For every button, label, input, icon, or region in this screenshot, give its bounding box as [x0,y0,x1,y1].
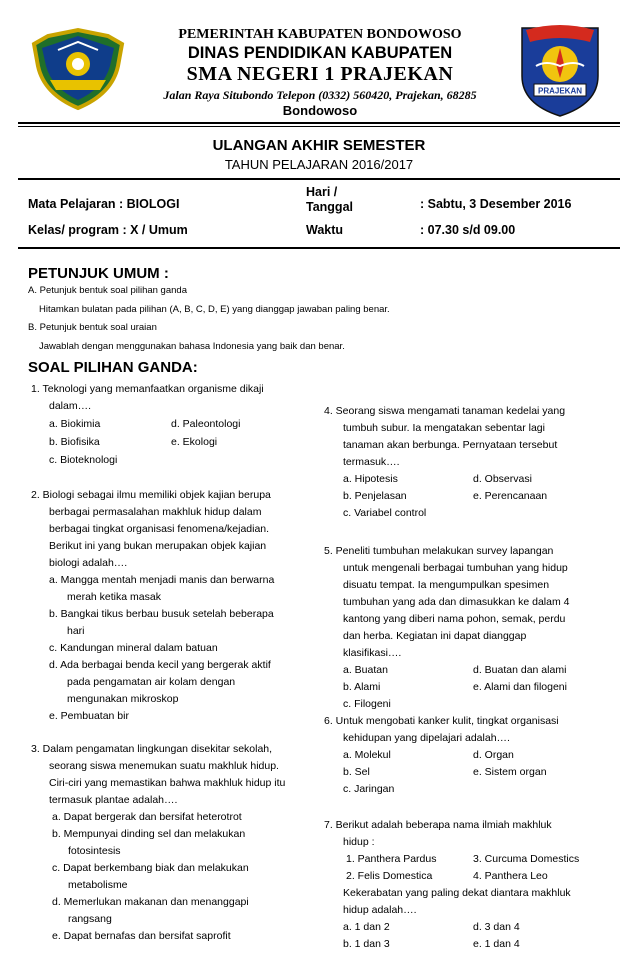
question-5-option-a: a. Buatan [343,664,388,676]
question-3-line: termasuk plantae adalah…. [49,794,178,806]
question-2-line: biologi adalah…. [49,557,128,569]
question-2-line: Berikut ini yang bukan merupakan objek kajian [49,540,267,552]
question-2-option-e: e. Pembuatan bir [49,710,129,722]
question-5-option-c: c. Filogeni [343,698,391,710]
question-2-line: berbagai tingkat organisasi fenomena/kejadian. [49,523,270,535]
question-4-line: tumbuh subur. Ia mengatakan sebentar lagi [343,422,545,434]
question-2-option-b: b. Bangkai tikus berbau busuk setelah beberapa [49,608,274,620]
question-5-line: dan herba. Kegiatan ini dapat dianggap [343,630,527,642]
logo-text: PRAJEKAN [537,86,583,96]
question-7-line: hidup adalah…. [343,904,417,916]
instruction-a: A. Petunjuk bentuk soal pilihan ganda [28,285,187,296]
question-6-line: kehidupan yang dipelajari adalah…. [343,732,510,744]
question-6-option-a: a. Molekul [343,749,391,761]
question-4-option-e: e. Perencanaan [473,490,548,502]
question-6-option-d: d. Organ [473,749,514,761]
question-6-option-e: e. Sistem organ [473,766,547,778]
question-3-line: seorang siswa menemukan suatu makhluk hidup. [49,760,279,772]
question-7-item-4: 4. Panthera Leo [473,870,548,882]
question-3-option-e: e. Dapat bernafas dan bersifat saprofit [52,930,231,942]
question-1-option-d: d. Paleontologi [171,418,241,430]
question-3-option-d-cont: rangsang [68,913,112,925]
question-2-line: berbagai permasalahan makhluk hidup dalam [49,506,262,518]
question-6-option-c: c. Jaringan [343,783,395,795]
instructions-title: PETUNJUK UMUM : [28,265,169,282]
question-5-line: disuatu tempat. Ia mengumpulkan spesimen [343,579,550,591]
question-3-option-b: b. Mempunyai dinding sel dan melakukan [52,828,246,840]
question-3-option-b-cont: fotosintesis [68,845,121,857]
question-5-line: klasifikasi…. [343,647,402,659]
instruction-b-text: Jawablah dengan menggunakan bahasa Indonesia yang baik dan benar. [39,341,345,352]
questions-title: SOAL PILIHAN GANDA: [28,359,198,376]
question-3-line: 3. Dalam pengamatan lingkungan disekitar sekolah, [31,743,273,755]
question-5-option-e: e. Alami dan filogeni [473,681,567,693]
question-3-option-c: c. Dapat berkembang biak dan melakukan [52,862,249,874]
question-5-option-d: d. Buatan dan alami [473,664,567,676]
question-7-line: Kekerabatan yang paling dekat diantara makhluk [343,887,571,899]
question-7-item-2: 2. Felis Domestica [346,870,433,882]
question-2-option-a: a. Mangga mentah menjadi manis dan berwarna [49,574,275,586]
exam-year: TAHUN PELAJARAN 2016/2017 [224,157,414,172]
question-1-line: 1. Teknologi yang memanfaatkan organisme dikaji [31,383,264,395]
city-name: Bondowoso [282,103,358,118]
question-2-option-c: c. Kandungan mineral dalam batuan [49,642,218,654]
question-7-option-e: e. 1 dan 4 [473,938,520,950]
question-7-item-1: 1. Panthera Pardus [346,853,437,865]
school-address: Jalan Raya Situbondo Telepon (0332) 560420, Prajekan, 68285 [163,88,477,102]
subject-field: Mata Pelajaran : BIOLOGI [28,197,180,211]
question-1-option-b: b. Biofisika [49,436,100,448]
question-7-line: 7. Berikut adalah beberapa nama ilmiah makhluk [324,819,552,831]
question-4-option-b: b. Penjelasan [343,490,407,502]
question-5-line: 5. Peneliti tumbuhan melakukan survey lapangan [324,545,554,557]
date-label-line-2: Tanggal [306,200,353,214]
date-label-line-1: Hari / [306,185,338,199]
time-value: : 07.30 s/d 09.00 [420,223,516,237]
question-7-option-a: a. 1 dan 2 [343,921,390,933]
question-7-option-d: d. 3 dan 4 [473,921,520,933]
question-2-option-d: d. Ada berbagai benda kecil yang bergerak aktif [49,659,271,671]
question-5-line: kantong yang diberi nama pohon, semak, perdu [343,613,566,625]
question-3-line: Ciri-ciri yang memastikan bahwa makhluk hidup itu [49,777,286,789]
time-label: Waktu [306,223,344,237]
question-3-option-a: a. Dapat bergerak dan bersifat heterotrot [52,811,242,823]
question-5-line: untuk mengenali berbagai tumbuhan yang hidup [343,562,568,574]
instruction-b: B. Petunjuk bentuk soal uraian [28,322,157,333]
question-5-line: tumbuhan yang ada dan dimasukkan ke dalam 4 [343,596,570,608]
question-6-option-b: b. Sel [343,766,370,778]
question-4-line: tanaman akan berbunga. Pernyataan tersebut [343,439,558,451]
question-3-option-c-cont: metabolisme [68,879,128,891]
question-2-option-a-cont: merah ketika masak [67,591,161,603]
question-6-line: 6. Untuk mengobati kanker kulit, tingkat organisasi [324,715,559,727]
government-name: PEMERINTAH KABUPATEN BONDOWOSO [178,27,462,42]
exam-title: ULANGAN AKHIR SEMESTER [212,137,426,154]
question-2-line: 2. Biologi sebagai ilmu memiliki objek kajian berupa [31,489,271,501]
class-field: Kelas/ program : X / Umum [28,223,188,237]
date-value: : Sabtu, 3 Desember 2016 [420,197,572,211]
question-7-line: hidup : [343,836,375,848]
question-1-option-a: a. Biokimia [49,418,101,430]
question-1-option-e: e. Ekologi [171,436,218,448]
department-name: DINAS PENDIDIKAN KABUPATEN [187,44,453,62]
question-5-option-b: b. Alami [343,681,381,693]
question-4-line: termasuk…. [343,456,400,468]
question-4-option-d: d. Observasi [473,473,532,485]
school-name: SMA NEGERI 1 PRAJEKAN [186,63,454,85]
question-7-option-b: b. 1 dan 3 [343,938,390,950]
question-1-line: dalam…. [49,400,92,412]
question-2-option-b-cont: hari [67,625,85,637]
question-4-option-a: a. Hipotesis [343,473,398,485]
instruction-a-text: Hitamkan bulatan pada pilihan (A, B, C, D, E) yang dianggap jawaban paling benar. [39,304,390,315]
question-2-option-d-cont: pada pengamatan air kolam dengan [67,676,236,688]
question-3-option-d: d. Memerlukan makanan dan menanggapi [52,896,249,908]
question-4-line: 4. Seorang siswa mengamati tanaman kedelai yang [324,405,566,417]
questions-right-column [319,0,638,976]
question-1-option-c: c. Bioteknologi [49,454,118,466]
question-2-option-d-cont: mengunakan mikroskop [67,693,179,705]
question-7-item-3: 3. Curcuma Domestics [473,853,580,865]
question-4-option-c: c. Variabel control [343,507,427,519]
